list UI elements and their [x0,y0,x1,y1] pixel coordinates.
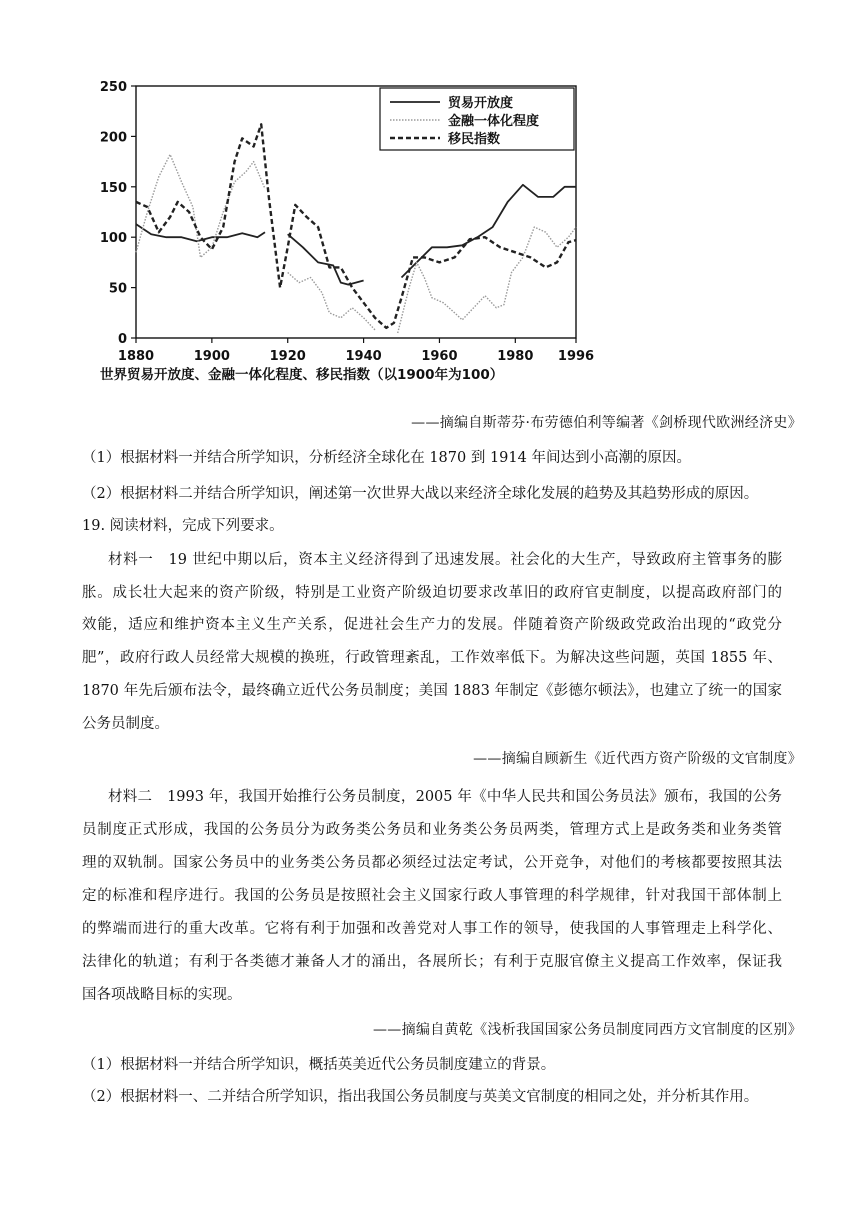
material-1-line: 胀。成长壮大起来的资产阶级，特别是工业资产阶级迫切要求改革旧的政府官吏制度，以提高政府部门的 [82,585,782,601]
series-line-1 [288,234,364,284]
x-tick-label: 1880 [117,349,155,364]
x-tick-label: 1980 [497,349,534,364]
material-1-line: 肥”，政府行政人员经常大规模的换班，行政管理紊乱，工作效率低下。为解决这些问题，英国 1855 年、 [82,650,782,666]
series-line-3 [136,124,576,328]
material-2-line: 材料二 1993 年，我国开始推行公务员制度，2005 年《中华人民共和国公务员法》颁布，我国的公务 [108,789,782,805]
chart-series-lines [136,124,576,333]
chart-caption: 世界贸易开放度、金融一体化程度、移民指数（以1900年为100） [100,367,504,383]
x-tick-label: 1900 [193,349,230,364]
chart-legend [380,88,574,150]
material-2-line: 员制度正式形成，我国的公务员分为政务类公务员和业务类公务员两类，管理方式上是政务类和业务类管 [82,822,782,838]
source-citation-3: ——摘编自黄乾《浅析我国国家公务员制度同西方文官制度的区别》 [373,1022,802,1038]
x-tick-label: 1940 [345,349,382,364]
y-tick-label: 100 [99,231,127,247]
y-tick-label: 50 [108,281,127,297]
material-2-line: 国各项战略目标的实现。 [82,987,242,1003]
world-economy-chart [88,72,608,392]
x-tick-label: 1920 [269,349,306,364]
material-2-line: 理的双轨制。国家公务员中的业务类公务员都必须经过法定考试，公开竞争，对他们的考核都要按照其法 [82,855,782,871]
question-19-1: （1）根据材料一并结合所学知识，概括英美近代公务员制度建立的背景。 [82,1057,556,1073]
material-2-line: 法律化的轨道；有利于各类德才兼备人才的涌出，各展所长；有利于克服官僚主义提高工作效率，保证我 [82,954,782,970]
legend-label-3: 移民指数 [448,132,501,147]
y-tick-label: 250 [99,80,127,95]
y-tick-label: 0 [117,332,127,347]
material-2-line: 定的标准和程序进行。我国的公务员是按照社会主义国家行政人事管理的科学规律，针对我国干部体制上 [82,888,782,904]
material-1-line: 效能，适应和维护资本主义生产关系，促进社会生产力的发展。伴随着资产阶级政党政治出现的“政党分 [82,617,782,633]
x-tick-label: 1996 [557,349,595,364]
legend-label-1: 贸易开放度 [448,96,514,111]
question-19-2: （2）根据材料一、二并结合所学知识，指出我国公务员制度与英美文官制度的相同之处，并分析其作用。 [82,1089,759,1105]
series-line-2 [136,155,265,258]
material-1-line: 材料一 19 世纪中期以后，资本主义经济得到了迅速发展。社会化的大生产，导致政府主管事务的膨 [108,552,782,568]
y-tick-label: 200 [99,130,127,146]
source-citation-2: ——摘编自顾新生《近代西方资产阶级的文官制度》 [473,751,802,767]
material-1-line: 公务员制度。 [82,716,169,732]
question-2: （2）根据材料二并结合所学知识，阐述第一次世界大战以来经济全球化发展的趋势及其趋势形成的原因。 [82,486,759,502]
material-1-line: 1870 年先后颁布法令，最终确立近代公务员制度；美国 1883 年制定《彭德尔顿法》，也建立了统一的国家 [82,683,782,699]
series-line-2 [398,227,576,333]
x-tick-label: 1960 [421,349,458,364]
series-line-1 [402,185,577,278]
question-19-heading: 19. 阅读材料，完成下列要求。 [82,518,284,534]
question-1: （1）根据材料一并结合所学知识，分析经济全球化在 1870 到 1914 年间达到小高潮的原因。 [82,450,691,466]
source-citation-1: ——摘编自斯蒂芬·布劳德伯利等编著《剑桥现代欧洲经济史》 [411,415,802,431]
material-2-line: 的弊端而进行的重大改革。它将有利于加强和改善党对人事工作的领导，使我国的人事管理走上科学化、 [82,921,782,937]
legend-label-2: 金融一体化程度 [448,114,540,129]
y-tick-label: 150 [99,180,127,196]
